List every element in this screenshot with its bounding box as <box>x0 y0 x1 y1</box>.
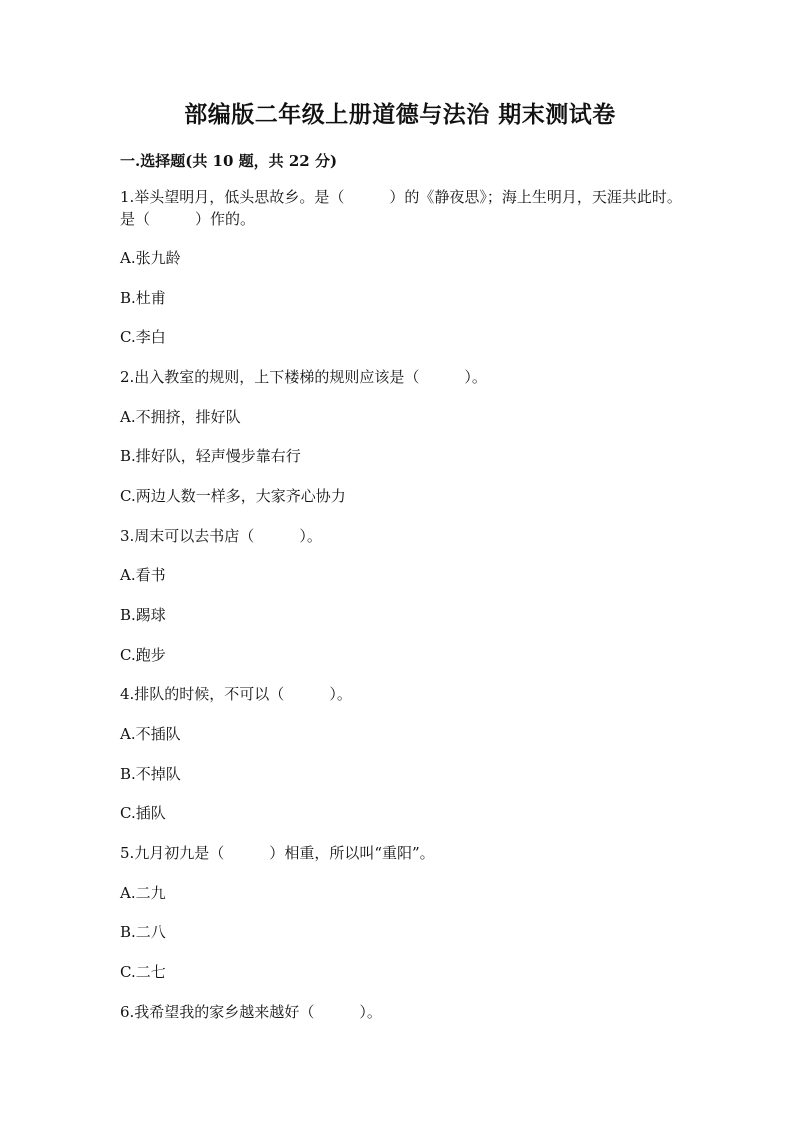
question-4-option-a[interactable]: A.不插队 <box>120 725 181 743</box>
question-4-option-c[interactable]: C.插队 <box>120 804 166 822</box>
question-3-option-c[interactable]: C.跑步 <box>120 646 166 664</box>
question-2-option-a[interactable]: A.不拥挤，排好队 <box>120 408 241 426</box>
question-1-option-c[interactable]: C.李白 <box>120 328 166 346</box>
question-4-option-b[interactable]: B.不掉队 <box>120 765 181 783</box>
section-header: 一.选择题(共 10 题，共 22 分) <box>120 152 338 170</box>
question-4-stem: 4.排队的时候，不可以（ ）。 <box>120 685 352 703</box>
question-1-option-b[interactable]: B.杜甫 <box>120 289 166 307</box>
question-3-stem: 3.周末可以去书店（ ）。 <box>120 527 322 545</box>
question-5-option-b[interactable]: B.二八 <box>120 923 166 941</box>
question-3-option-b[interactable]: B.踢球 <box>120 606 166 624</box>
question-2-option-c[interactable]: C.两边人数一样多，大家齐心协力 <box>120 487 346 505</box>
question-6-stem: 6.我希望我的家乡越来越好（ ）。 <box>120 1003 382 1021</box>
question-2-option-b[interactable]: B.排好队，轻声慢步靠右行 <box>120 447 301 465</box>
question-5-option-c[interactable]: C.二七 <box>120 963 166 981</box>
question-5-stem: 5.九月初九是（ ）相重，所以叫“重阳”。 <box>120 844 435 862</box>
question-1-stem: 1.举头望明月，低头思故乡。是（ ）的《静夜思》；海上生明月，天涯共此时。是（ ）作的。 <box>120 188 682 228</box>
question-3-option-a[interactable]: A.看书 <box>120 566 166 584</box>
question-1-option-a[interactable]: A.张九龄 <box>120 249 181 267</box>
question-2-stem: 2.出入教室的规则，上下楼梯的规则应该是（ ）。 <box>120 368 487 386</box>
question-5-option-a[interactable]: A.二九 <box>120 884 166 902</box>
page-title: 部编版二年级上册道德与法治 期末测试卷 <box>184 101 616 128</box>
